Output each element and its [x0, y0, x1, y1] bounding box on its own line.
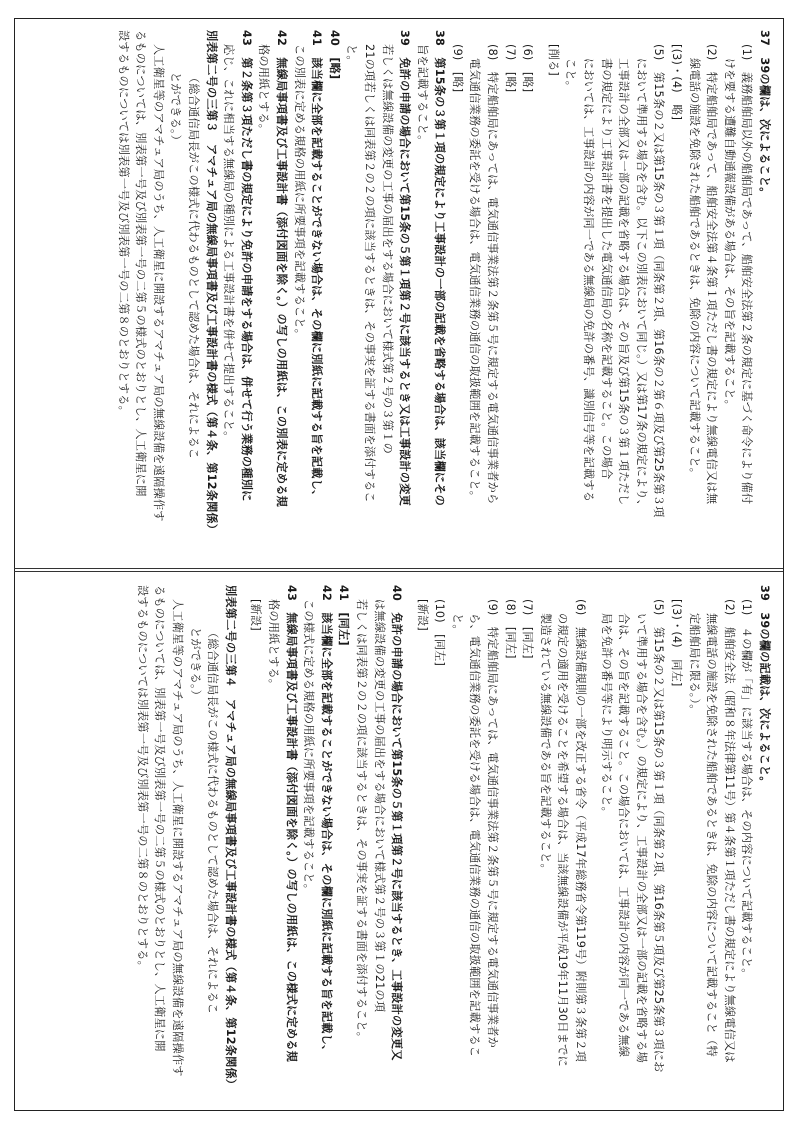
text-line: 格の用紙とする。	[266, 599, 280, 691]
text-line: 21の項若しくは同表第２の２の項に該当するときは、その事実を証する書面を添付するこ	[362, 44, 376, 503]
current-text-section	[14, 575, 783, 1108]
text-line: 39 39の欄の記載は、次によること。	[758, 585, 771, 788]
text-line: 42 無線局事項書及び工事設計書（添付図面を除く。）の写しの用紙は、この別表に定める規	[274, 30, 288, 508]
text-line: 無線電話の施設を免除された船舶であるときは、免除の内容について記載すること（特	[705, 613, 719, 1057]
text-line: 応じ、これに相当する無線局の種別による工事設計書を併せて提出すること。	[222, 44, 236, 443]
revised-text-body	[114, 20, 783, 566]
text-line: 別表第二号の三第３ アマチュア局の無線局事項書及び工事設計書の様式（第４条、第12条関係）	[204, 30, 218, 536]
text-line: こと。	[564, 58, 578, 93]
text-line: (2) 船舶安全法（昭和８年法律第11号）第４条第１項ただし書の規定により無線電信又は	[722, 599, 736, 1063]
text-line: とができる。）	[169, 72, 183, 147]
text-line: (6) [略]	[521, 44, 535, 93]
text-line: ら、電気通信業務の委託を受ける場合は、電気通信業務の通信の取扱範囲を記載するこ	[468, 613, 482, 1058]
line-spacer	[405, 585, 413, 1096]
text-line: 39 免許の申請の場合において第15条の５第１項第２号に該当するとき又は工事設計の変更	[398, 30, 412, 507]
text-line: とができる。）	[188, 627, 202, 702]
line-spacer	[239, 585, 247, 1096]
text-line: 若しくは無線設備の変更の工事の届出をする場合において様式第２号の３第１の	[380, 44, 394, 454]
text-line: (9) [略]	[450, 44, 464, 93]
text-line: [新設]	[249, 599, 263, 631]
text-line: 41 [同左]	[337, 585, 351, 646]
text-line: (7) [同左]	[521, 599, 535, 659]
text-line: (7) [略]	[503, 44, 517, 93]
page-border-bottom	[14, 1110, 783, 1111]
text-line: 40 免許の申請の場合において第15条の５第１項第２号に該当するとき、工事設計の変更又	[390, 585, 404, 1061]
text-line: 37 39の欄は、次によること。	[758, 30, 771, 199]
text-line: 書の規定により工事設計書を提出した電気通信局の名称を記載すること。この場合	[599, 58, 613, 480]
text-line: 製造されている無線設備である旨を記載すること。	[538, 613, 552, 875]
text-line: (8) 特定船舶局にあっては、電気通信事業法第２条第５号に規定する電気通信事業者から	[486, 44, 500, 505]
text-line: においては、工事設計の内容が同一である無線局の免許の番号、識別信号等を記載する	[582, 58, 596, 503]
text-line: この様式に定める規格の用紙に所要事項を記載すること。	[302, 599, 316, 896]
text-line: (5) 第15条の２又は第15条の３第１項（同条第２項、第16条の２第６項及び第25条第３項	[652, 44, 666, 518]
text-line: (6) 無線設備規則の一部を改正する省令（平成17年総務省令第119号）附則第３条第２項	[574, 599, 588, 1062]
text-line: [新設]	[415, 599, 429, 631]
text-line: (1) ４の欄が「有」に該当する場合は、その内容について記載すること。	[740, 599, 754, 980]
line-spacer	[589, 585, 597, 1096]
text-line: 旨を記載すること。	[415, 44, 429, 147]
text-line: 局を免許の番号等により明示すること。	[599, 613, 613, 818]
text-line: (1) 義務船舶局以外の船舶局であって、船舶安全法第２条の規定に基づく命令により備付	[740, 44, 754, 505]
text-line: の規定の適用を受けることを希望する場合は、当該無線設備が平成19年11月30日までに	[556, 613, 570, 1067]
text-line: （総合通信局長がこの様式に代わるものとして認めた場合は、それによるこ	[187, 72, 200, 460]
text-line: 若しくは同表第２の２の項に該当するときは、その事実を証する書面を添付すること。	[354, 599, 368, 1044]
revised-text-section	[14, 20, 783, 566]
text-line: (5) 第15条の２又は第15条の３第１項（同条第２項、第16条第５項及び第25条第３項にお	[652, 599, 666, 1073]
text-line: と。	[450, 613, 464, 636]
text-line: 電気通信業務の委託を受ける場合は、電気通信業務の通信の取扱範囲を記載すること。	[468, 58, 482, 503]
text-line: いて準用する場合を含む。）の規定により、工事設計の全部又は一部の記載を省略する場	[634, 613, 648, 1063]
page-border-top	[14, 18, 783, 19]
text-line: けを要する遭難自動通報設備がある場合は、その旨を記載すること。	[722, 58, 736, 412]
text-line: 43 無線局事項書及び工事設計書（添付図面を除く。）の写しの用紙は、この様式に定める規	[284, 585, 298, 1063]
section-divider	[14, 568, 783, 569]
text-line: (10) [同左]	[433, 599, 447, 667]
text-line: は無線設備の変更の工事の届出をする場合において様式第２号の３第１の21の項	[372, 599, 386, 1013]
line-spacer	[536, 30, 544, 554]
text-line: 別表第二号の三第４ アマチュア局の無線局事項書及び工事設計書の様式（第４条、第12条関係）	[223, 585, 237, 1091]
text-line: (9) 特定船舶局にあっては、電気通信事業法第２条第５号に規定する電気通信事業者か	[486, 599, 500, 1049]
text-line: 42 該当欄に全部を記載することができない場合は、その欄に別紙に記載する旨を記載し、	[319, 585, 333, 1057]
text-line: 38 第15条の３第１項の規定により工事設計の一部の記載を省略する場合は、該当欄にその	[433, 30, 447, 507]
text-line: (8) [同左]	[503, 599, 517, 659]
text-line: この別表に定める規格の用紙に所要事項を記載すること。	[292, 44, 306, 341]
text-line: 40 [略]	[327, 30, 341, 80]
text-line: 人工衛星等のアマチュア局のうち、人工衛星に開設するアマチュア局の無線設備を遠隔操作す	[151, 44, 165, 522]
text-line: において準用する場合を含む。以下この別表において同じ。）又は第17条の規定により、	[634, 58, 648, 512]
text-line: 格の用紙とする。	[257, 44, 271, 136]
text-line: 設するものについては別表第一号及び別表第一号の二第８のとおりとする。	[116, 30, 130, 417]
text-line: [(3)・(4) 同左]	[670, 599, 684, 687]
text-line: 人工衛星等のアマチュア局のうち、人工衛星に開設するアマチュア局の無線設備を遠隔操作す	[171, 599, 184, 1077]
text-line: 線電話の施設を免除された船舶であるときは、免除の内容について記載すること。	[687, 58, 701, 480]
text-line: と。	[345, 44, 359, 67]
text-line: 43 第２条第３項ただし書の規定により免許の申請をする場合は、併せて行う業務の種別に	[239, 30, 253, 502]
text-line: (2) 特定船舶局であって、船舶安全法第４条第１項ただし書の規定により無線電信又は無	[705, 44, 719, 505]
text-line: 41 該当欄に全部を記載することができない場合は、その欄に別紙に記載する旨を記載し、	[310, 30, 324, 502]
text-line: 設するものについては別表第一号及び別表第一号の二第８のとおりとする。	[135, 585, 149, 972]
text-line: （総合通信局長がこの様式に代わるものとして認めた場合は、それによるこ	[206, 627, 220, 1015]
text-line: 合は、その旨を記載すること。この場合においては、工事設計の内容が同一である無線	[617, 613, 631, 1058]
current-text-body	[133, 575, 783, 1108]
text-line: 工事設計の全部又は一部の記載を省略する場合は、その旨及び第15条の３第１項ただし	[617, 58, 631, 506]
text-line: [削る]	[546, 44, 560, 76]
section-divider-double	[14, 571, 783, 572]
page-border-right	[783, 18, 784, 1111]
text-line: 定船舶局に限る。）。	[687, 613, 701, 716]
text-line: るものについては、別表第一号及び別表第一号の二第５の様式のとおりとし、人工衛星に開	[134, 30, 148, 497]
text-line: [(3)・(4) 略]	[670, 44, 684, 121]
text-line: るものについては、別表第一号及び別表第一号の二第５の様式のとおりとし、人工衛星に開	[153, 585, 167, 1052]
